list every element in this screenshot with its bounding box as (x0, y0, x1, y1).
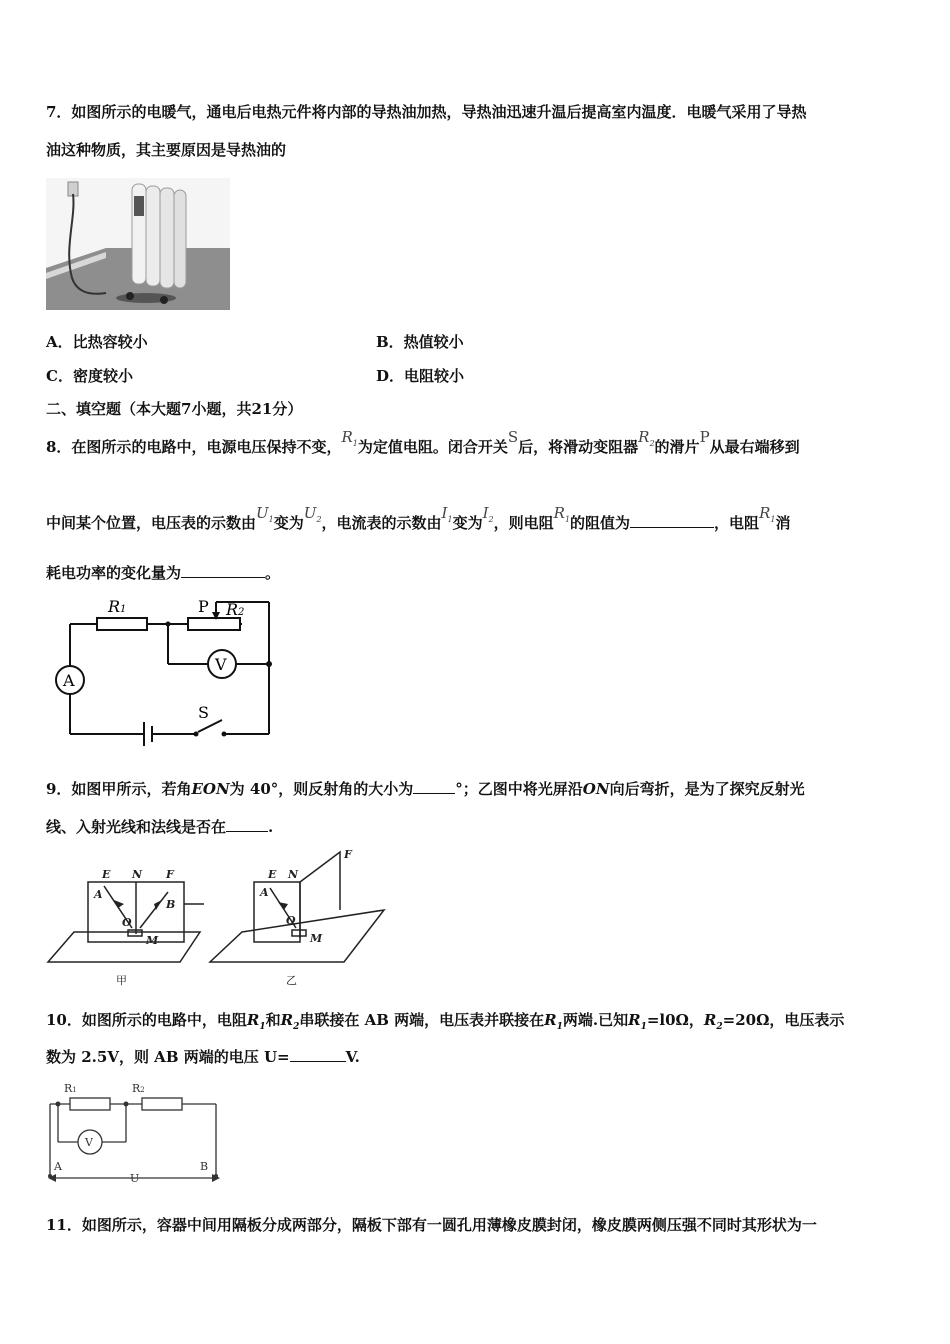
q9-fig-jia-A: A (94, 888, 103, 901)
q8-fig-switch-label: S (198, 703, 209, 722)
q10-fig-b-label: B (200, 1160, 209, 1173)
q9-fig-yi-E: E (268, 868, 277, 881)
q9-fig-jia-N: N (132, 868, 143, 881)
q9-fig-jia-caption: 甲 (116, 974, 127, 987)
q9-fig-jia-F: F (166, 868, 174, 881)
q8-line-1: 8．在图所示的电路中，电源电压保持不变，$R_1$为定值电阻。闭合开关S后，将滑动变阻器$R_2$的滑片P从最右端移到 (46, 428, 800, 456)
q9-line-1: 9．如图甲所示，若角EON为 40°，则反射角的大小为 °；乙图中将光屏沿ON向后弯折，是为了探究反射光 (46, 780, 805, 798)
q9-fig-yi-O: O (286, 914, 296, 927)
q7-option-a: A．比热容较小 (46, 333, 148, 351)
q8-fig-ammeter-label: A (63, 671, 75, 690)
q9-answer-blank-2[interactable] (226, 817, 268, 832)
q8-line-2: 中间某个位置，电压表的示数由$U_1$变为$U_2$，电流表的示数由$I_1$变为$I_2$，则电阻$R_1$的阻值为 ，电阻$R_1$消 (46, 504, 791, 532)
q7-option-c: C．密度较小 (46, 367, 133, 385)
q9-fig-jia-M: M (146, 934, 159, 947)
q7-line-1: 7．如图所示的电暖气，通电后电热元件将内部的导热油加热，导热油迅速升温后提高室内温度．电暖气采用了导热 (46, 103, 807, 121)
q8-answer-blank-2[interactable] (181, 563, 265, 578)
q9-line-2: 线、入射光线和法线是否在 . (46, 818, 274, 836)
q10-answer-blank[interactable] (290, 1047, 346, 1062)
q10-fig-r2-label: R2 (132, 1082, 145, 1095)
q9-fig-yi-caption: 乙 (286, 974, 297, 987)
q8-circuit-diagram (52, 594, 276, 746)
q7-option-d: D．电阻较小 (376, 367, 465, 385)
section-heading: 二、填空题（本大题7小题，共21分） (46, 400, 303, 418)
q10-fig-voltmeter-label: V (85, 1136, 93, 1149)
q10-line-2: 数为 2.5V，则 AB 两端的电压 U= V. (46, 1048, 360, 1066)
q9-fig-yi-N: N (288, 868, 299, 881)
radiator-photo (46, 178, 230, 310)
q10-circuit-diagram (44, 1076, 224, 1186)
q9-fig-yi-A: A (260, 886, 269, 899)
q7-line-2: 油这种物质，其主要原因是导热油的 (46, 141, 287, 159)
q9-fig-jia-B: B (166, 898, 176, 911)
q8-fig-p-label: P (198, 597, 209, 616)
q10-fig-u-label: U (130, 1172, 140, 1185)
q10-fig-a-label: A (54, 1160, 62, 1173)
q11-line-1: 11．如图所示，容器中间用隔板分成两部分，隔板下部有一圆孔用薄橡皮膜封闭，橡皮膜两侧压强不同时其形状为一 (46, 1216, 817, 1234)
q9-fig-jia-O: O (122, 916, 132, 929)
q8-fig-voltmeter-label: V (215, 655, 227, 674)
q9-fig-jia-E: E (102, 868, 111, 881)
q8-line-3: 耗电功率的变化量为 。 (46, 564, 281, 582)
q8-fig-r2-label: R2 (226, 600, 245, 619)
q8-answer-blank-1[interactable] (630, 513, 714, 528)
q9-fig-yi-M: M (310, 932, 323, 945)
q9-fig-yi-F: F (344, 848, 352, 861)
q9-answer-blank-1[interactable] (413, 779, 455, 794)
q7-option-b: B．热值较小 (376, 333, 464, 351)
q10-fig-r1-label: R1 (64, 1082, 77, 1095)
q8-fig-r1-label: R1 (108, 597, 127, 616)
q10-line-1: 10．如图所示的电路中，电阻$R_1$和$R_2$串联接在 AB 两端，电压表并联接在$R_1$两端.已知$R_1=l0\Omega$，$R_2=20\Omega$，电压表示 (46, 1011, 845, 1032)
q9-figure (44, 848, 390, 988)
